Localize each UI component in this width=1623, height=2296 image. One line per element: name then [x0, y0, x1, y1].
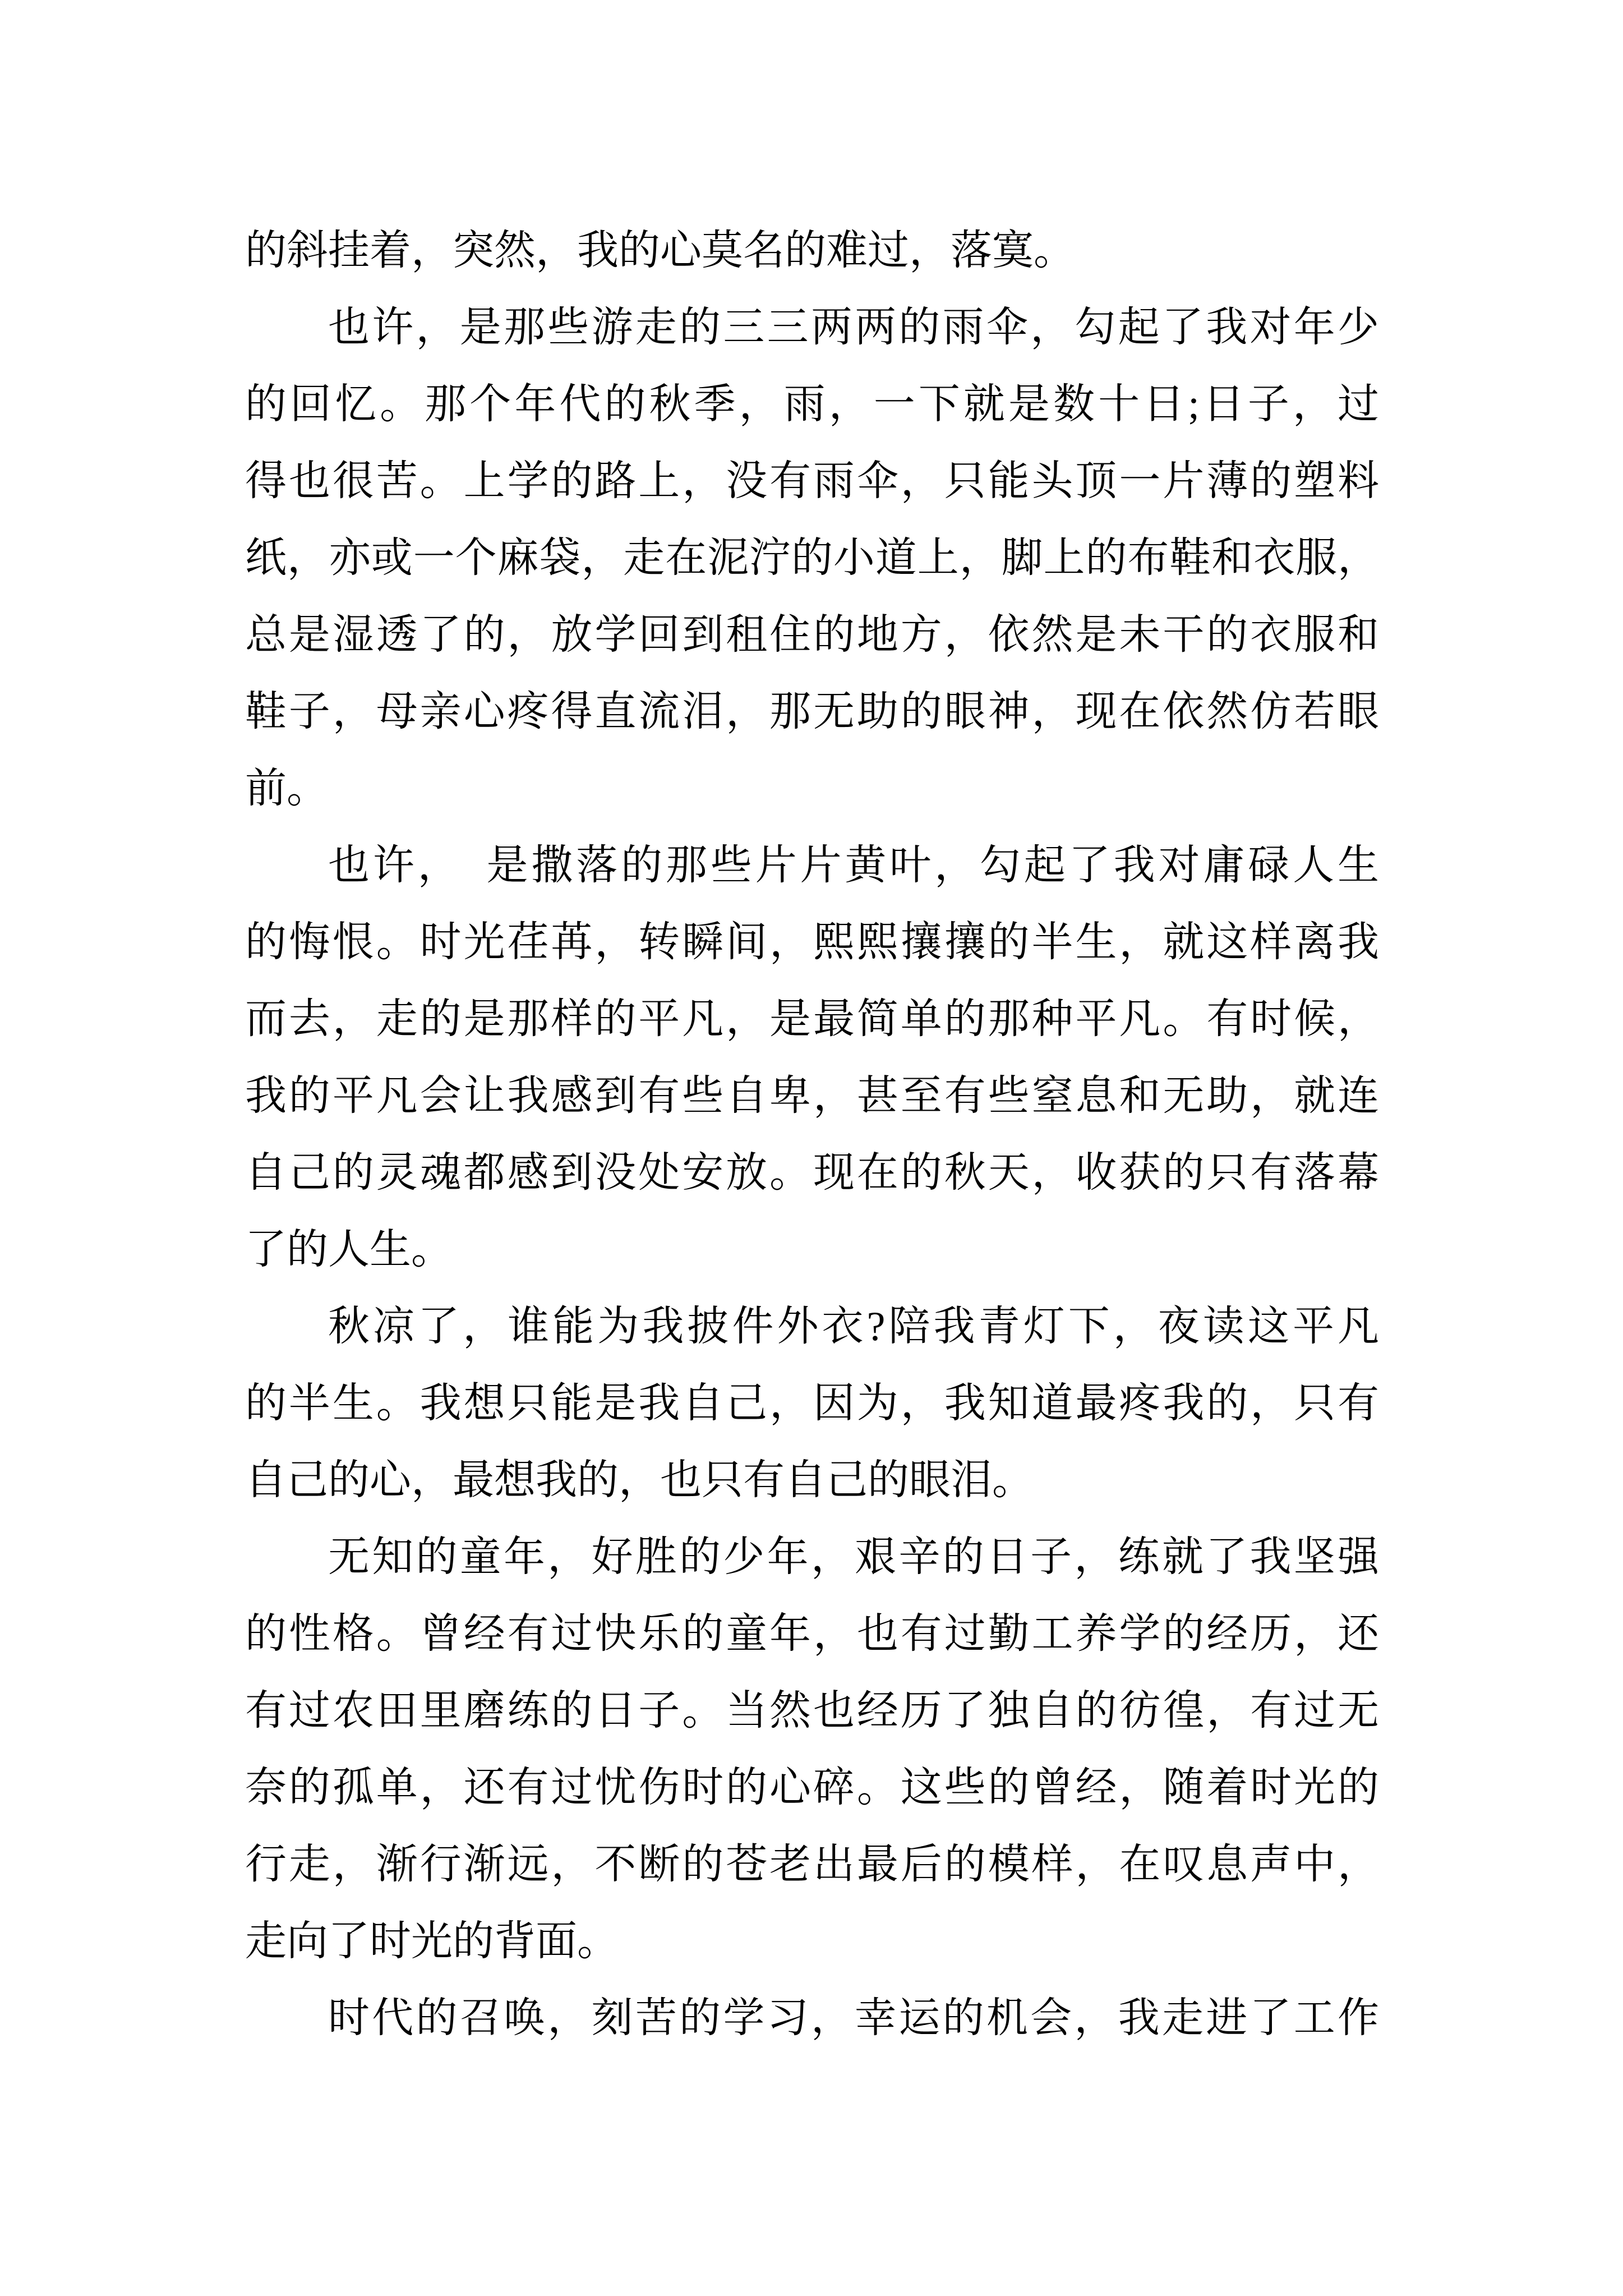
text-line: 的半生。我想只能是我自己，因为，我知道最疼我的，只有: [245, 1381, 1379, 1427]
text-line: 秋凉了，谁能为我披件外衣?陪我青灯下，夜读这平凡: [328, 1304, 1379, 1350]
text-line: 而去，走的是那样的平凡，是最简单的那种平凡。有时候，: [245, 996, 1379, 1042]
text-line: 自己的心，最想我的，也只有自己的眼泪。: [245, 1457, 1034, 1503]
text-line: 我的平凡会让我感到有些自卑，甚至有些窒息和无助，就连: [245, 1073, 1379, 1119]
text-line: 的悔恨。时光荏苒，转瞬间，熙熙攘攘的半生，就这样离我: [245, 919, 1379, 965]
text-line: 了的人生。: [245, 1227, 453, 1273]
text-line: 纸，亦或一个麻袋，走在泥泞的小道上，脚上的布鞋和衣服，: [245, 535, 1379, 581]
text-line: 走向了时光的背面。: [245, 1918, 619, 1964]
text-line: 也许， 是撒落的那些片片黄叶，勾起了我对庸碌人生: [328, 843, 1379, 889]
text-line: 自己的灵魂都感到没处安放。现在的秋天，收获的只有落幕: [245, 1150, 1379, 1196]
text-block: [245, 213, 1379, 2057]
text-line: 的斜挂着，突然，我的心莫名的难过，落寞。: [245, 228, 1075, 274]
text-line: 有过农田里磨练的日子。当然也经历了独自的彷徨，有过无: [245, 1688, 1379, 1734]
text-line: 也许，是那些游走的三三两两的雨伞，勾起了我对年少: [328, 305, 1379, 351]
text-line: 奈的孤单，还有过忧伤时的心碎。这些的曾经，随着时光的: [245, 1765, 1379, 1811]
text-line: 无知的童年，好胜的少年，艰辛的日子，练就了我坚强: [328, 1534, 1379, 1580]
text-line: 行走，渐行渐远，不断的苍老出最后的模样，在叹息声中，: [245, 1842, 1379, 1888]
text-line: 前。: [245, 766, 328, 812]
text-line: 的性格。曾经有过快乐的童年，也有过勤工养学的经历，还: [245, 1611, 1379, 1657]
text-line: 的回忆。那个年代的秋季，雨，一下就是数十日;日子，过: [245, 381, 1379, 427]
text-line: 总是湿透了的，放学回到租住的地方，依然是未干的衣服和: [245, 612, 1379, 658]
text-line: 时代的召唤，刻苦的学习，幸运的机会，我走进了工作: [328, 1995, 1379, 2041]
text-line: 得也很苦。上学的路上，没有雨伞，只能头顶一片薄的塑料: [245, 458, 1379, 504]
text-line: 鞋子，母亲心疼得直流泪，那无助的眼神，现在依然仿若眼: [245, 689, 1379, 735]
